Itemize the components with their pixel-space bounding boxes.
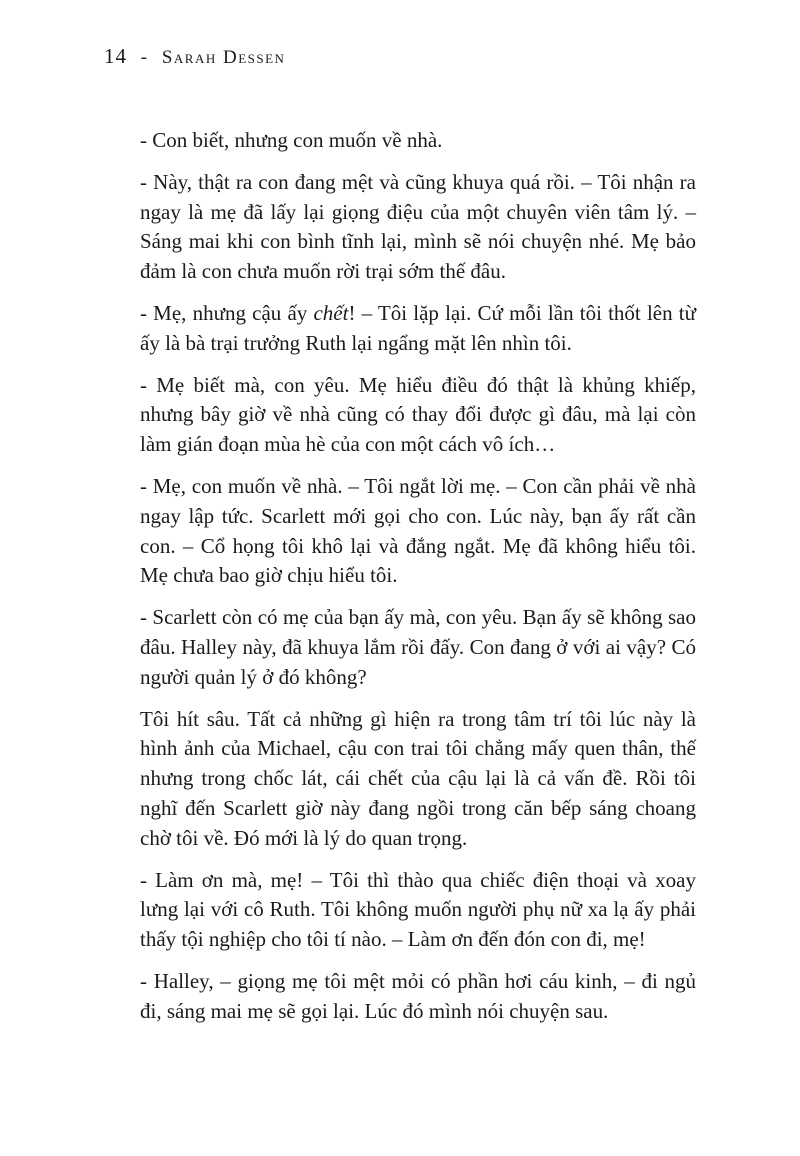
paragraph: - Mẹ biết mà, con yêu. Mẹ hiểu điều đó thật là khủng khiếp, nhưng bây giờ về nhà cũng có thay đổi được gì đâu, mà lại còn làm gián đoạn mùa hè của con một cách vô ích… xyxy=(140,372,696,457)
paragraph: - Này, thật ra con đang mệt và cũng khuya quá rồi. – Tôi nhận ra ngay là mẹ đã lấy lại giọng điệu của một chuyên viên tâm lý. – Sáng mai khi con bình tĩnh lại, mình sẽ nói chuyện nhé. Mẹ bảo đảm là con chưa muốn rời trại sớm thế đâu. xyxy=(140,169,696,284)
body-text xyxy=(140,126,696,1039)
author-name: Sarah Dessen xyxy=(161,47,286,68)
page-number: 14 xyxy=(104,44,127,68)
paragraph: - Làm ơn mà, mẹ! – Tôi thì thào qua chiếc điện thoại và xoay lưng lại với cô Ruth. Tôi không muốn người phụ nữ xa lạ ấy phải thấy tội nghiệp cho tôi tí nào. – Làm ơn đến đón con đi, mẹ! xyxy=(140,867,696,952)
header-separator: - xyxy=(140,47,149,68)
paragraph: Tôi hít sâu. Tất cả những gì hiện ra trong tâm trí tôi lúc này là hình ảnh của Michael, cậu con trai tôi chẳng mấy quen thân, thế nhưng trong chốc lát, cái chết của cậu lại là cả vấn đề. Rồi tôi nghĩ đến Scarlett giờ này đang ngồi trong căn bếp sáng choang chờ tôi về. Đó mới là lý do quan trọng. xyxy=(140,706,696,850)
emphasized-word: chết xyxy=(313,300,349,325)
paragraph: - Scarlett còn có mẹ của bạn ấy mà, con yêu. Bạn ấy sẽ không sao đâu. Halley này, đã khuya lắm rồi đấy. Con đang ở với ai vậy? Có người quản lý ở đó không? xyxy=(140,605,696,689)
paragraph-text: - Mẹ, nhưng cậu ấy xyxy=(140,300,314,325)
paragraph: - Halley, – giọng mẹ tôi mệt mỏi có phần hơi cáu kinh, – đi ngủ đi, sáng mai mẹ sẽ gọi lại. Lúc đó mình nói chuyện sau. xyxy=(140,968,696,1023)
paragraph xyxy=(140,299,696,359)
paragraph-text: ! – Tôi lặp lại. Cứ mỗi lần tôi thốt lên từ ấy là bà trại trưởng Ruth lại ngẩng mặt lên nhìn tôi. xyxy=(140,300,696,355)
running-header xyxy=(104,44,285,69)
paragraph: - Mẹ, con muốn về nhà. – Tôi ngắt lời mẹ. – Con cần phải về nhà ngay lập tức. Scarlett mới gọi cho con. Lúc này, bạn ấy rất cần con. – Cổ họng tôi khô lại và đắng ngắt. Mẹ đã không hiểu tôi. Mẹ chưa bao giờ chịu hiểu tôi. xyxy=(140,473,696,588)
paragraph: - Con biết, nhưng con muốn về nhà. xyxy=(140,128,443,152)
